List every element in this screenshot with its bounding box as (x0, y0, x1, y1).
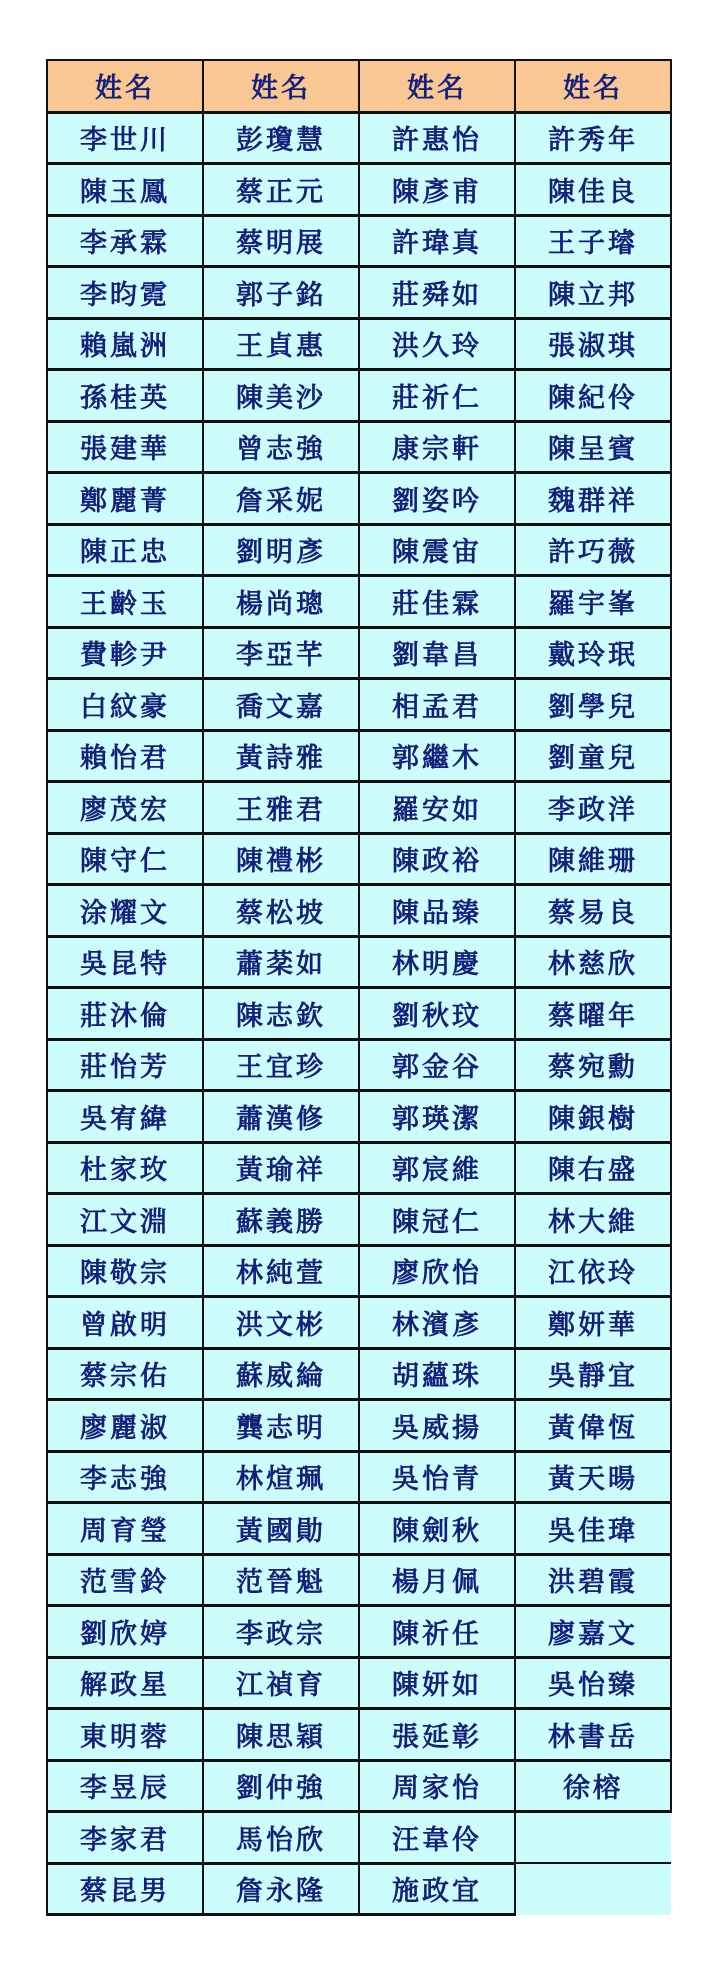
name-cell: 吳昆特 (47, 936, 203, 988)
table-row (47, 1194, 671, 1246)
name-cell: 許秀年 (515, 112, 671, 164)
name-cell: 劉姿吟 (359, 473, 515, 525)
name-cell: 吳佳瑋 (515, 1503, 671, 1555)
name-cell: 郭金谷 (359, 1039, 515, 1091)
name-cell: 蕭漢修 (203, 1091, 359, 1143)
name-cell: 許惠怡 (359, 112, 515, 164)
name-cell: 陳守仁 (47, 833, 203, 885)
table-row (47, 988, 671, 1040)
name-cell: 陳維珊 (515, 833, 671, 885)
name-cell: 劉秋玟 (359, 988, 515, 1040)
name-cell: 廖麗淑 (47, 1400, 203, 1452)
name-cell: 陳彥甫 (359, 164, 515, 216)
table-body (47, 112, 671, 1915)
table-row (47, 421, 671, 473)
name-cell: 蕭棻如 (203, 936, 359, 988)
name-cell: 羅安如 (359, 782, 515, 834)
table-row (47, 164, 671, 216)
name-cell: 劉童兒 (515, 730, 671, 782)
header-cell: 姓名 (515, 60, 671, 112)
name-cell: 莊舜如 (359, 267, 515, 319)
name-cell: 康宗軒 (359, 421, 515, 473)
name-cell: 王齡玉 (47, 576, 203, 628)
table-row (47, 267, 671, 319)
table-row (47, 730, 671, 782)
name-cell: 王子璿 (515, 215, 671, 267)
name-cell: 許巧薇 (515, 524, 671, 576)
name-cell: 王貞惠 (203, 318, 359, 370)
name-cell: 郭子銘 (203, 267, 359, 319)
name-cell: 洪文彬 (203, 1297, 359, 1349)
name-cell: 陳銀樹 (515, 1091, 671, 1143)
name-cell: 黃瑜祥 (203, 1142, 359, 1194)
name-cell: 林煊珮 (203, 1451, 359, 1503)
name-cell: 蔡正元 (203, 164, 359, 216)
header-row (47, 60, 671, 112)
name-cell: 林慈欣 (515, 936, 671, 988)
name-cell: 曾啟明 (47, 1297, 203, 1349)
name-cell: 郭瑛潔 (359, 1091, 515, 1143)
table-row (47, 1554, 671, 1606)
name-cell: 廖嘉文 (515, 1606, 671, 1658)
name-cell: 詹永隆 (203, 1863, 359, 1915)
name-cell: 蘇威綸 (203, 1348, 359, 1400)
name-cell: 陳志欽 (203, 988, 359, 1040)
name-cell: 李昀霓 (47, 267, 203, 319)
table-row (47, 1400, 671, 1452)
name-cell: 莊沐倫 (47, 988, 203, 1040)
name-cell: 黃國勛 (203, 1503, 359, 1555)
name-cell: 陳劍秋 (359, 1503, 515, 1555)
name-cell: 郭宸維 (359, 1142, 515, 1194)
name-cell: 蔡宛勳 (515, 1039, 671, 1091)
table-row (47, 1245, 671, 1297)
name-cell: 劉欣婷 (47, 1606, 203, 1658)
table-row (47, 1297, 671, 1349)
name-cell: 陳立邦 (515, 267, 671, 319)
name-cell: 蔡宗佑 (47, 1348, 203, 1400)
header-cell: 姓名 (359, 60, 515, 112)
name-cell: 楊尚璁 (203, 576, 359, 628)
name-cell: 涂耀文 (47, 885, 203, 937)
name-cell: 陳玉鳳 (47, 164, 203, 216)
name-cell: 李亞芊 (203, 627, 359, 679)
table-row (47, 473, 671, 525)
table-row (47, 1348, 671, 1400)
name-cell: 彭瓊慧 (203, 112, 359, 164)
table-row (47, 1709, 671, 1761)
name-cell: 李政洋 (515, 782, 671, 834)
name-cell: 陳呈賓 (515, 421, 671, 473)
table-row (47, 1606, 671, 1658)
table-row (47, 524, 671, 576)
table-row (47, 576, 671, 628)
name-cell: 范晉魁 (203, 1554, 359, 1606)
name-cell: 林純萱 (203, 1245, 359, 1297)
name-cell: 黃天暘 (515, 1451, 671, 1503)
table-header (47, 60, 671, 112)
name-cell: 廖茂宏 (47, 782, 203, 834)
name-cell: 莊怡芳 (47, 1039, 203, 1091)
name-cell: 黃詩雅 (203, 730, 359, 782)
name-cell: 郭繼木 (359, 730, 515, 782)
name-cell: 江禎育 (203, 1657, 359, 1709)
header-cell: 姓名 (203, 60, 359, 112)
name-cell: 曾志強 (203, 421, 359, 473)
table-row (47, 215, 671, 267)
name-cell: 王雅君 (203, 782, 359, 834)
name-cell: 羅宇峯 (515, 576, 671, 628)
name-cell: 東明蓉 (47, 1709, 203, 1761)
name-cell: 馬怡欣 (203, 1812, 359, 1864)
table-row (47, 1039, 671, 1091)
table-row (47, 627, 671, 679)
table-row (47, 318, 671, 370)
name-cell: 洪碧霞 (515, 1554, 671, 1606)
name-cell: 陳政裕 (359, 833, 515, 885)
name-cell: 李家君 (47, 1812, 203, 1864)
name-cell: 王宜珍 (203, 1039, 359, 1091)
name-cell: 陳祈任 (359, 1606, 515, 1658)
name-cell: 陳正忠 (47, 524, 203, 576)
name-cell: 吳怡青 (359, 1451, 515, 1503)
name-cell: 胡蘊珠 (359, 1348, 515, 1400)
name-cell: 林大維 (515, 1194, 671, 1246)
name-cell: 陳冠仁 (359, 1194, 515, 1246)
name-cell: 陳震宙 (359, 524, 515, 576)
name-cell: 鄭妍華 (515, 1297, 671, 1349)
name-cell: 戴玲珉 (515, 627, 671, 679)
name-cell: 杜家玫 (47, 1142, 203, 1194)
name-cell: 張建華 (47, 421, 203, 473)
name-cell: 陳禮彬 (203, 833, 359, 885)
name-cell: 施政宜 (359, 1863, 515, 1915)
name-cell: 林明慶 (359, 936, 515, 988)
name-cell: 周育瑩 (47, 1503, 203, 1555)
name-cell: 李政宗 (203, 1606, 359, 1658)
name-cell: 李志強 (47, 1451, 203, 1503)
table-row (47, 782, 671, 834)
name-cell: 張延彰 (359, 1709, 515, 1761)
name-cell: 蔡明展 (203, 215, 359, 267)
name-cell: 賴怡君 (47, 730, 203, 782)
name-cell: 劉仲強 (203, 1760, 359, 1812)
name-cell: 龔志明 (203, 1400, 359, 1452)
name-cell: 江依玲 (515, 1245, 671, 1297)
name-cell: 解政星 (47, 1657, 203, 1709)
name-cell: 張淑琪 (515, 318, 671, 370)
name-cell: 魏群祥 (515, 473, 671, 525)
name-cell: 吳威揚 (359, 1400, 515, 1452)
name-cell: 黃偉恆 (515, 1400, 671, 1452)
table-row (47, 885, 671, 937)
name-cell: 徐榕 (515, 1760, 671, 1812)
table-row (47, 1503, 671, 1555)
name-cell: 蔡昆男 (47, 1863, 203, 1915)
name-cell: 陳敬宗 (47, 1245, 203, 1297)
name-cell: 林書岳 (515, 1709, 671, 1761)
name-cell: 劉學兒 (515, 679, 671, 731)
name-cell: 蔡易良 (515, 885, 671, 937)
name-table (46, 59, 672, 1916)
name-cell: 孫桂英 (47, 370, 203, 422)
table-row (47, 370, 671, 422)
name-cell: 費軫尹 (47, 627, 203, 679)
name-cell: 周家怡 (359, 1760, 515, 1812)
table-row (47, 936, 671, 988)
name-cell: 林濱彥 (359, 1297, 515, 1349)
name-cell: 陳思穎 (203, 1709, 359, 1761)
name-cell: 蔡曜年 (515, 988, 671, 1040)
name-cell: 鄭麗菁 (47, 473, 203, 525)
name-cell: 相孟君 (359, 679, 515, 731)
name-cell: 白紋豪 (47, 679, 203, 731)
name-cell: 廖欣怡 (359, 1245, 515, 1297)
name-cell: 范雪鈴 (47, 1554, 203, 1606)
table-row (47, 1451, 671, 1503)
name-cell: 陳紀伶 (515, 370, 671, 422)
name-cell: 陳右盛 (515, 1142, 671, 1194)
header-cell: 姓名 (47, 60, 203, 112)
name-cell: 陳妍如 (359, 1657, 515, 1709)
name-cell: 李世川 (47, 112, 203, 164)
name-cell: 劉韋昌 (359, 627, 515, 679)
table-row (47, 1657, 671, 1709)
name-cell: 楊月佩 (359, 1554, 515, 1606)
name-cell: 賴嵐洲 (47, 318, 203, 370)
name-cell: 吳宥緯 (47, 1091, 203, 1143)
name-cell: 陳美沙 (203, 370, 359, 422)
table-row (47, 1091, 671, 1143)
table-row (47, 112, 671, 164)
empty-cell (515, 1812, 671, 1864)
name-cell: 喬文嘉 (203, 679, 359, 731)
table-row (47, 1863, 671, 1915)
name-cell: 江文淵 (47, 1194, 203, 1246)
name-cell: 陳佳良 (515, 164, 671, 216)
table-row (47, 1812, 671, 1864)
name-cell: 汪韋伶 (359, 1812, 515, 1864)
name-cell: 莊祈仁 (359, 370, 515, 422)
name-cell: 莊佳霖 (359, 576, 515, 628)
table-row (47, 833, 671, 885)
name-cell: 詹采妮 (203, 473, 359, 525)
table-row (47, 1760, 671, 1812)
name-cell: 吳靜宜 (515, 1348, 671, 1400)
name-cell: 劉明彥 (203, 524, 359, 576)
name-cell: 吳怡臻 (515, 1657, 671, 1709)
table-row (47, 1142, 671, 1194)
name-cell: 蔡松坡 (203, 885, 359, 937)
table-row (47, 679, 671, 731)
name-cell: 陳品臻 (359, 885, 515, 937)
name-cell: 李承霖 (47, 215, 203, 267)
empty-cell (515, 1863, 671, 1915)
name-cell: 蘇義勝 (203, 1194, 359, 1246)
name-cell: 李昱辰 (47, 1760, 203, 1812)
name-cell: 許瑋真 (359, 215, 515, 267)
name-cell: 洪久玲 (359, 318, 515, 370)
